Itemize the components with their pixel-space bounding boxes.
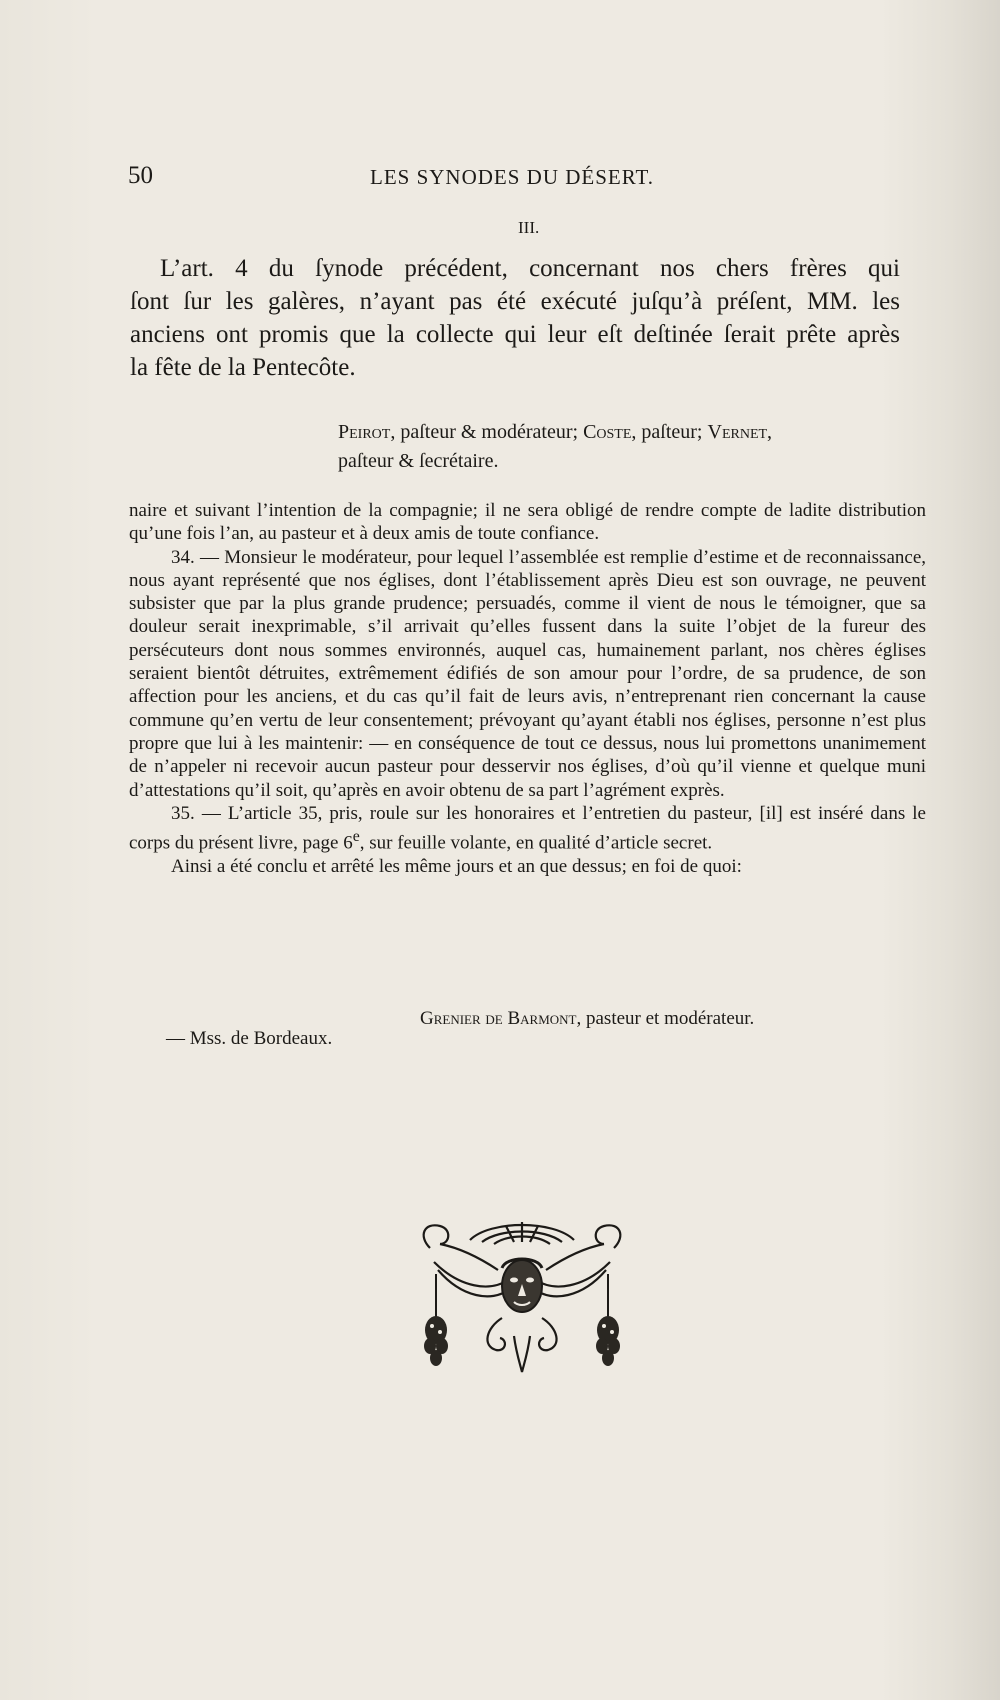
main-line-1: L’art. 4 du ſynode précédent, concernant nos chers frères qui — [160, 255, 900, 282]
page-number: 50 — [128, 162, 153, 189]
signature-line-2: paſteur & ſecrétaire. — [338, 450, 499, 472]
conclusion-line: Ainsi a été conclu et arrêté les même jours et an que dessus; en foi de quoi: — [171, 855, 742, 877]
signer-role: , — [767, 421, 773, 443]
footnote-text-run: , sur feuille volante, en qualité d’article secret. — [359, 832, 713, 854]
main-line-3: anciens ont promis que la collecte qui leur eſt deſtinée ſerait prête après — [130, 321, 900, 348]
signer-name-peirot: Peirot — [338, 421, 391, 443]
signer-name-coste: Coste — [583, 421, 632, 443]
signer-role: , paſteur; — [631, 421, 708, 443]
signer-name-vernet: Vernet — [707, 421, 768, 443]
footnote-superscript: e — [352, 828, 360, 846]
signer-name-grenier: Grenier de Barmont — [420, 1008, 577, 1029]
section-number: III. — [518, 218, 540, 237]
signature-block — [338, 418, 898, 476]
footnote-paragraph: naire et suivant l’intention de la compagnie; il ne sera obligé de rendre compte de ladite distribution qu’une fois l’an, au pasteur et à deux amis de toute confiance. — [129, 500, 926, 545]
running-title: LES SYNODES DU DÉSERT. — [370, 165, 655, 189]
signer-role: , paſteur & modérateur; — [390, 421, 584, 443]
footnote-paragraph: 34. — Monsieur le modérateur, pour lequel l’assemblée est remplie d’estime et de reconnaissance, nous ayant représenté que nos églises, dont l’établissement après Dieu est son ouvrage, ne peuvent subsister que par la plus grande prudence; persuadés, comme il vient de nous le témoigner, que sa douleur serait inexprimable, s’il arrivait qu’elles fussent dans la suite l’objet de la fureur des persécuteurs dont nous sommes environnés, auquel cas, humainement parlant, nos chères églises seraient bientôt détruites, extrêmement édifiés de son amour pour l’ordre, de sa prudence, de son affection pour les anciens, et du cas qu’il fait de leurs avis, n’entreprenant rien concernant la cause commune qu’en vertu de leur consentement; prévoyant qu’ayant établi nos églises, personne n’est plus propre que lui à les maintenir: — en conséquence de tout ce dessus, nous lui promettons unanimement de n’appeler ni recevoir aucun pasteur pour desservir nos églises, d’où qu’il vienne et quelque muni d’attestations qu’il soit, qu’après en avoir obtenu de sa part l’agrément exprès. — [129, 546, 926, 801]
page-header — [128, 162, 888, 192]
final-signature — [420, 1008, 754, 1030]
signature-line-1 — [338, 418, 898, 447]
footnote-paragraph — [129, 802, 926, 855]
main-line-4: la fête de la Pentecôte. — [130, 354, 356, 381]
footnote-text — [129, 499, 926, 878]
main-paragraph — [130, 252, 900, 384]
source-note: — Mss. de Bordeaux. — [166, 1028, 333, 1049]
tailpiece-ornament-icon — [410, 1218, 634, 1376]
footnote-text-run: 35. — L’article 35, pris, roule sur les honoraires et l’entretien du pasteur, [il] est inséré dans le corps du présent livre, page 6 — [129, 802, 926, 854]
signer-role: , pasteur et modérateur. — [576, 1008, 755, 1029]
main-line-2: ſont ſur les galères, n’ayant pas été exécuté juſqu’à préſent, MM. les — [130, 288, 900, 315]
